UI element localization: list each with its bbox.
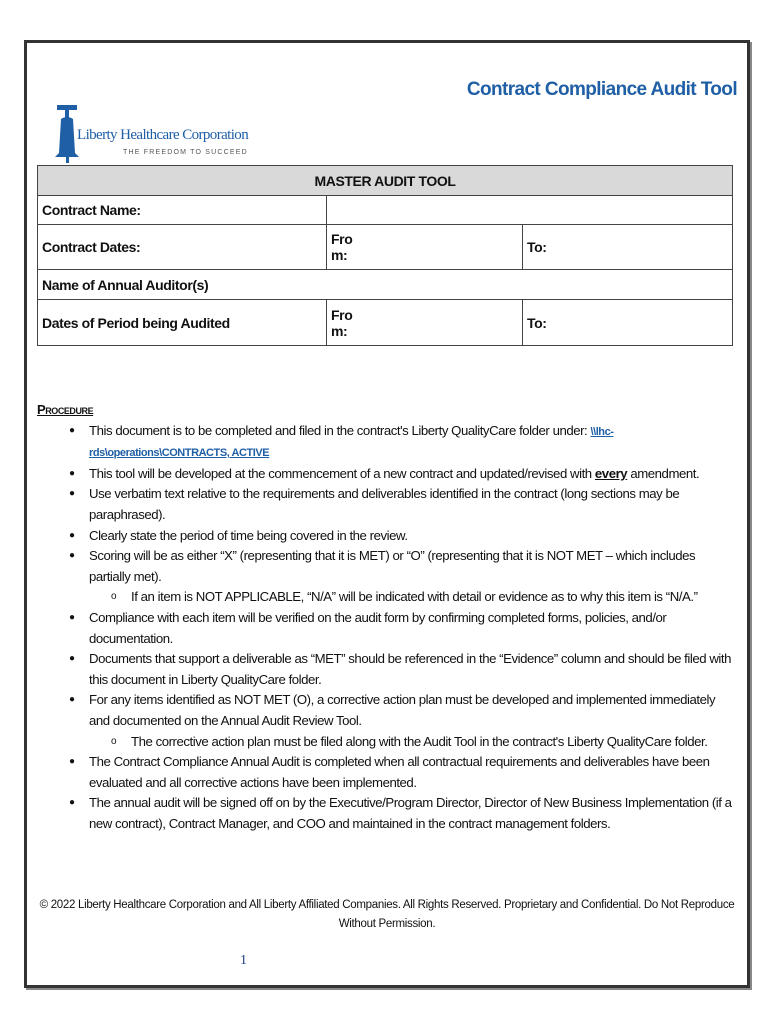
item-text: Use verbatim text relative to the requirements and deliverables identified in the contract (long sections may be paraphrased). xyxy=(89,486,680,522)
procedure-item xyxy=(69,608,737,649)
procedure-item xyxy=(69,526,737,547)
to-label: To: xyxy=(527,314,547,331)
auditors-label: Name of Annual Auditor(s) xyxy=(38,270,733,300)
contract-name-label: Contract Name: xyxy=(38,196,327,225)
from-label: From: xyxy=(331,231,353,263)
bullet-icon: ● xyxy=(69,424,75,436)
item-text: Documents that support a deliverable as “MET” should be referenced in the “Evidence” column and should be filed with this document in Liberty QualityCare folder. xyxy=(89,651,731,687)
procedure-item xyxy=(69,752,737,793)
emphasis-text: every xyxy=(594,465,628,481)
procedure-item xyxy=(69,464,737,485)
procedure-heading: Procedure xyxy=(37,402,94,417)
procedure-subitem xyxy=(89,732,737,753)
item-text: Clearly state the period of time being covered in the review. xyxy=(89,527,408,543)
contract-dates-label: Contract Dates: xyxy=(38,225,327,270)
bullet-icon: ● xyxy=(69,653,75,665)
item-text: This document is to be completed and filed in the contract's Liberty QualityCare folder under: xyxy=(89,422,591,438)
page-number: 1 xyxy=(240,953,247,968)
company-logo xyxy=(55,105,249,165)
procedure-item xyxy=(69,484,737,525)
folder-path-link[interactable]: \\lhc-rds\operations\CONTRACTS, ACTIVE xyxy=(89,425,614,460)
item-text: The corrective action plan must be filed along with the Audit Tool in the contract's Liberty QualityCare folder. xyxy=(131,733,708,749)
bullet-icon: ● xyxy=(69,529,75,541)
item-text: Scoring will be as either “X” (representing that it is MET) or “O” (representing that it is NOT MET – which includes partially met). xyxy=(89,548,696,584)
master-audit-table xyxy=(37,165,733,346)
table-heading: MASTER AUDIT TOOL xyxy=(38,166,733,196)
item-text: The annual audit will be signed off on by the Executive/Program Director, Director of New Business Implementation (if a new contract), Contract Manager, and COO and maintained in the contract management folders. xyxy=(89,795,732,831)
contract-name-field[interactable] xyxy=(327,196,733,225)
copyright-footer: © 2022 Liberty Healthcare Corporation and All Liberty Affiliated Companies. All Rights Reserved. Proprietary and Confidential. Do Not Reproduce Without Permission. xyxy=(39,899,735,930)
from-label: From: xyxy=(331,306,353,339)
item-text: amendment. xyxy=(627,465,700,481)
bullet-icon: ● xyxy=(69,550,75,562)
procedure-section xyxy=(37,400,737,834)
item-text: This tool will be developed at the commencement of a new contract and updated/revised with xyxy=(89,465,595,481)
circle-bullet-icon: o xyxy=(111,591,117,603)
item-text: Compliance with each item will be verified on the audit form by confirming completed forms, policies, and/or documentation. xyxy=(89,609,667,646)
bullet-icon: ● xyxy=(69,611,75,623)
procedure-subitem xyxy=(89,587,737,608)
contract-dates-to[interactable] xyxy=(523,225,733,270)
item-text: If an item is NOT APPLICABLE, “N/A” will be indicated with detail or evidence as to why this item is “N/A.” xyxy=(131,589,698,605)
document-page xyxy=(24,40,750,988)
item-text: For any items identified as NOT MET (O), a corrective action plan must be developed and implemented immediately and documented on the Annual Audit Review Tool. xyxy=(89,692,716,728)
bullet-icon: ● xyxy=(69,797,75,809)
logo-name: Liberty Healthcare Corporation xyxy=(77,127,249,143)
item-text: The Contract Compliance Annual Audit is completed when all contractual requirements and deliverables have been evaluated and all corrective actions have been implemented. xyxy=(89,754,710,790)
procedure-item xyxy=(69,649,737,690)
circle-bullet-icon: o xyxy=(111,735,117,747)
procedure-list xyxy=(37,421,737,835)
procedure-item xyxy=(69,793,737,834)
liberty-bell-icon xyxy=(55,105,79,165)
bullet-icon: ● xyxy=(69,488,75,500)
period-to[interactable] xyxy=(523,300,733,346)
bullet-icon: ● xyxy=(69,756,75,768)
to-label: To: xyxy=(527,239,547,255)
procedure-item xyxy=(69,421,737,464)
document-title: Contract Compliance Audit Tool xyxy=(466,79,737,100)
period-label: Dates of Period being Audited xyxy=(38,300,327,346)
bullet-icon: ● xyxy=(69,694,75,706)
bullet-icon: ● xyxy=(69,467,75,479)
procedure-item xyxy=(69,546,737,587)
logo-tagline: THE FREEDOM TO SUCCEED xyxy=(123,149,248,156)
period-from[interactable] xyxy=(327,300,523,346)
procedure-item xyxy=(69,690,737,731)
contract-dates-from[interactable] xyxy=(327,225,523,270)
